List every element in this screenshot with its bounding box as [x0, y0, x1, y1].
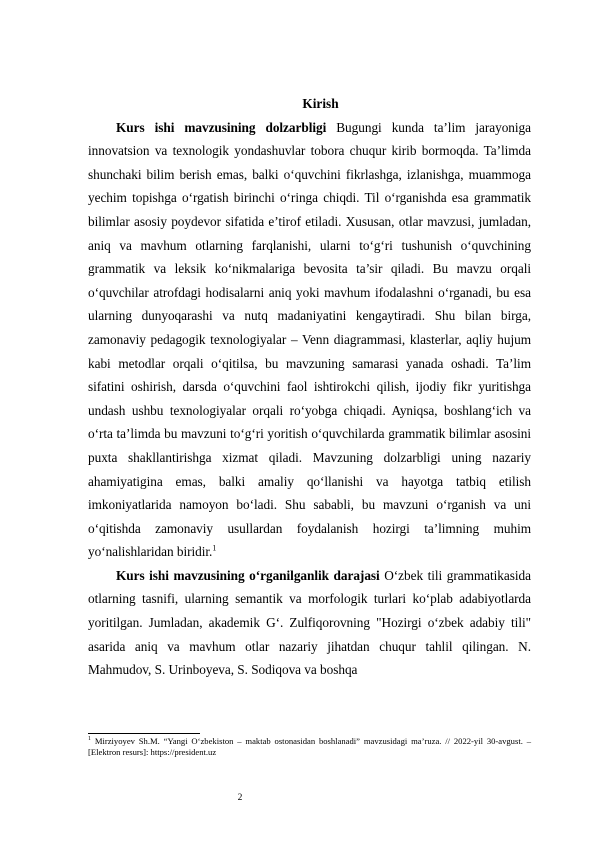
footnote-mark: 1 [88, 736, 91, 743]
paragraph-study-level [88, 564, 531, 682]
footnote-reference[interactable]: 1 [212, 543, 217, 553]
page-title: Kirish [302, 96, 339, 111]
paragraph-relevance-heading: Kurs ishi mavzusining dolzarbligi [116, 119, 327, 135]
paragraph-study-level-text: O‘zbek tili grammatikasida otlarning tasnifi, ularning semantik va morfologik turlari ko‘plab adabiyotlarda yoritilgan. Jumladan, akademik G‘. Zulfiqorovning "Hozirgi o‘zbek adabiy tili" asarida aniq va mavhum otlar nazariy jihatdan chuqur tahlil qilingan. N. Mahmudov, S. Urinboyeva, S. Sodiqova va boshqa [88, 567, 531, 678]
footnote-text: Mirziyoyev Sh.M. “Yangi O‘zbekiston – maktab ostonasidan boshlanadi” mavzusidagi ma’ruza. // 2022-yil 30-avgust. – [Elektron resurs]: https://president.uz [88, 736, 531, 758]
paragraph-study-level-heading: Kurs ishi mavzusining o‘rganilganlik darajasi [116, 567, 380, 583]
page-number: 2 [237, 793, 243, 803]
document-body [88, 92, 531, 682]
footnote [88, 736, 531, 759]
footnote-divider [88, 733, 200, 734]
paragraph-relevance [88, 116, 531, 564]
paragraph-relevance-text: Bugungi kunda ta’lim jarayoniga innovatsion va texnologik yondashuvlar tobora chuqur kirib bormoqda. Ta’limda shunchaki bilim berish emas, balki o‘quvchini fikrlashga, izlanishga, muammoga yechim topishga o‘rgatish birinchi o‘ringa chiqdi. Til o‘rganishda esa grammatik bilimlar asosiy poydevor sifatida e’tirof etiladi. Xususan, otlar mavzusi, jumladan, aniq va mavhum otlarning farqlanishi, ularni to‘g‘ri tushunish o‘quvchining grammatik va leksik ko‘nikmalariga bevosita ta’sir qiladi. Bu mavzu orqali o‘quvchilar atrofdagi hodisalarni aniq yoki mavhum ifodalashni o‘rganadi, bu esa ularning dunyoqarashi va nutq madaniyatini kengaytiradi. Shu bilan birga, zamonaviy pedagogik texnologiyalar – Venn diagrammasi, klasterlar, aqliy hujum kabi metodlar orqali o‘qitilsa, bu mavzuning samarasi yanada oshadi. Ta’lim sifatini oshirish, darsda o‘quvchini faol ishtirokchi qilish, ijodiy fikr yuritishga undash ushbu texnologiyalar orqali ro‘yobga chiqadi. Ayniqsa, boshlang‘ich va o‘rta ta’limda bu mavzuni to‘g‘ri yoritish o‘quvchilarda grammatik bilimlar asosini puxta shakllantirishga xizmat qiladi. Mavzuning dolzarbligi uning nazariy ahamiyatigina emas, balki amaliy qo‘llanishi va hayotga tatbiq etilish imkoniyatlarida namoyon bo‘ladi. Shu sababli, bu mavzuni o‘rganish va uni o‘qitishda zamonaviy usullardan foydalanish hozirgi ta’limning muhim yo‘nalishlaridan biridir. [88, 119, 531, 560]
